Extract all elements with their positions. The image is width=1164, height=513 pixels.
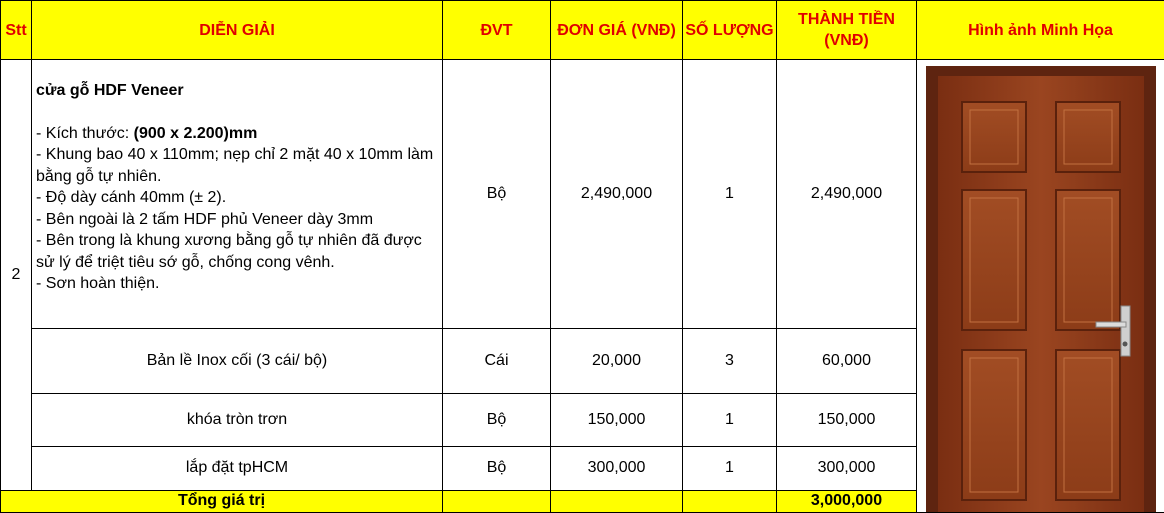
item-unit: Bộ — [443, 394, 551, 446]
item-unit-price: 20,000 — [551, 329, 683, 394]
item-amount: 300,000 — [777, 446, 917, 490]
item-unit: Cái — [443, 329, 551, 394]
item-quantity: 1 — [683, 446, 777, 490]
total-amount: 3,000,000 — [777, 490, 917, 512]
total-empty — [683, 490, 777, 512]
main-item-description — [32, 60, 443, 329]
header-row — [1, 1, 1164, 60]
size-prefix: - Kích thước: — [36, 125, 134, 142]
total-empty — [551, 490, 683, 512]
item-unit-price: 150,000 — [551, 394, 683, 446]
total-empty — [443, 490, 551, 512]
header-unit-price: ĐƠN GIÁ (VNĐ) — [551, 1, 683, 60]
table-row — [1, 60, 1164, 329]
header-stt: Stt — [1, 1, 32, 60]
item-line: - Khung bao 40 x 110mm; nẹp chỉ 2 mặt 40 x 10mm làm bằng gỗ tự nhiên. — [36, 144, 438, 187]
item-amount: 60,000 — [777, 329, 917, 394]
header-description: DIỄN GIẢI — [32, 1, 443, 60]
item-line: - Bên ngoài là 2 tấm HDF phủ Veneer dày 3mm — [36, 209, 438, 231]
item-title: cửa gỗ HDF Veneer — [36, 80, 438, 102]
item-size-line — [36, 123, 438, 145]
item-line: - Bên trong là khung xương bằng gỗ tự nhiên đã được sử lý để triệt tiêu sớ gỗ, chống cong vênh. — [36, 230, 438, 273]
item-line: - Sơn hoàn thiện. — [36, 273, 438, 295]
item-quantity: 3 — [683, 329, 777, 394]
header-image: Hình ảnh Minh Họa — [917, 1, 1164, 60]
door-image — [918, 60, 1164, 512]
header-unit: ĐVT — [443, 1, 551, 60]
main-quantity: 1 — [683, 60, 777, 329]
size-value: (900 x 2.200)mm — [134, 125, 258, 142]
item-quantity: 1 — [683, 394, 777, 446]
item-amount: 150,000 — [777, 394, 917, 446]
item-unit: Bộ — [443, 446, 551, 490]
total-label: Tổng giá trị — [1, 490, 443, 512]
image-cell — [917, 60, 1164, 513]
header-amount: THÀNH TIỀN (VNĐ) — [777, 1, 917, 60]
main-amount: 2,490,000 — [777, 60, 917, 329]
item-unit-price: 300,000 — [551, 446, 683, 490]
row-stt: 2 — [1, 60, 32, 491]
item-description: lắp đặt tpHCM — [32, 446, 443, 490]
item-description: Bản lề Inox cối (3 cái/ bộ) — [32, 329, 443, 394]
main-unit: Bộ — [443, 60, 551, 329]
header-quantity: SỐ LƯỢNG — [683, 1, 777, 60]
main-unit-price: 2,490,000 — [551, 60, 683, 329]
item-line: - Độ dày cánh 40mm (± 2). — [36, 187, 438, 209]
item-description: khóa tròn trơn — [32, 394, 443, 446]
